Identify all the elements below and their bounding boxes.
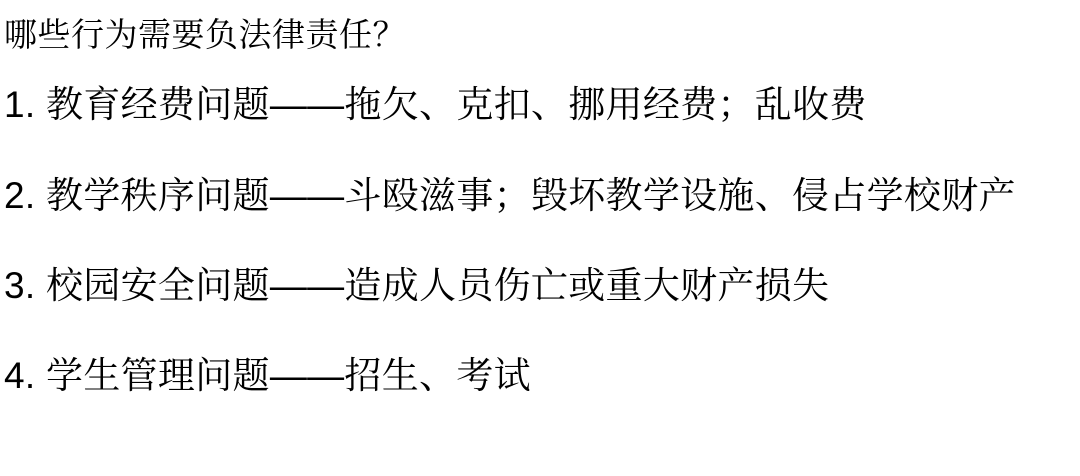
- list-item: 4. 学生管理问题——招生、考试: [4, 355, 531, 397]
- list-item: 1. 教育经费问题——拖欠、克扣、挪用经费；乱收费: [4, 84, 867, 126]
- slide-heading: 哪些行为需要负法律责任？: [4, 16, 406, 53]
- list-item: 2. 教学秩序问题——斗殴滋事；毁坏教学设施、侵占学校财产: [4, 174, 1016, 216]
- list-item: 3. 校园安全问题——造成人员伤亡或重大财产损失: [4, 265, 830, 307]
